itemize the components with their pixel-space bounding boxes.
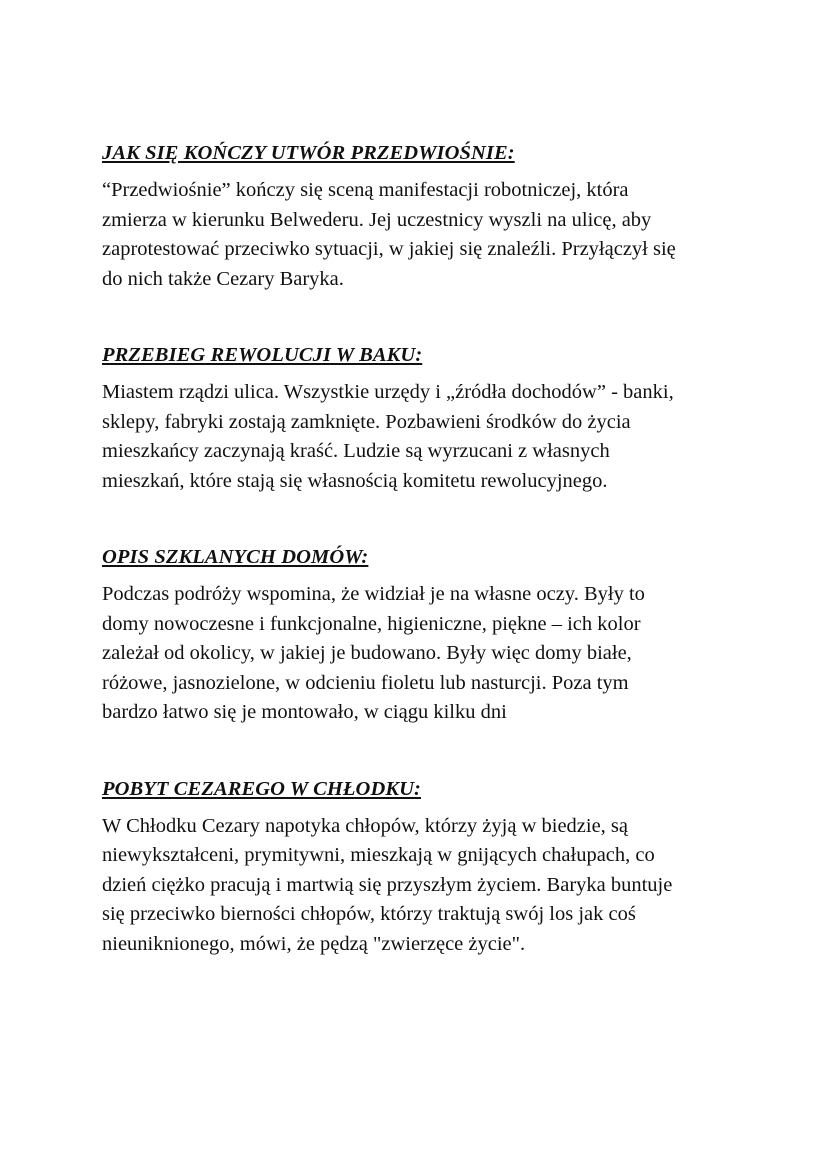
section-paragraph: “Przedwiośnie” kończy się sceną manifestacji robotniczej, która zmierza w kierunku Belwederu. Jej uczestnicy wyszli na ulicę, aby zaprotestować przeciwko sytuacji, w jakiej się znaleźli. Przyłączył się do nich także Cezary Baryka. — [102, 179, 676, 290]
section-paragraph: W Chłodku Cezary napotyka chłopów, którzy żyją w biedzie, są niewykształceni, prymitywni, mieszkają w gnijących chałupach, co dzień ciężko pracują i martwią się przyszłym życiem. Baryka buntuje się przeciwko bierności chłopów, którzy traktują swój los jak coś nieuniknionego, mówi, że pędzą "zwierzęce życie". — [102, 814, 673, 955]
section-chlodek — [102, 774, 742, 960]
section-glass-houses — [102, 542, 742, 728]
section-revolution-baku — [102, 340, 742, 496]
document-page — [102, 138, 742, 1005]
section-heading: OPIS SZKLANYCH DOMÓW: — [102, 546, 369, 568]
section-heading: POBYT CEZAREGO W CHŁODKU: — [102, 777, 421, 800]
section-heading: JAK SIĘ KOŃCZY UTWÓR PRZEDWIOŚNIE: — [102, 142, 515, 164]
section-paragraph: Podczas podróży wspomina, że widział je na własne oczy. Były to domy nowoczesne i funkcjonalne, higieniczne, piękne – ich kolor zależał od okolicy, w jakiej je budowano. Były więc domy białe, różowe, jasnozielone, w odcieniu fioletu lub nasturcji. Poza tym bardzo łatwo się je montowało, w ciągu kilku dni — [102, 583, 645, 723]
section-ending — [102, 138, 742, 294]
section-paragraph: Miastem rządzi ulica. Wszystkie urzędy i „źródła dochodów” - banki, sklepy, fabryki zostają zamknięte. Pozbawieni środków do życia mieszkańcy zaczynają kraść. Ludzie są wyrzucani z własnych mieszkań, które stają się własnością komitetu rewolucyjnego. — [102, 381, 674, 492]
section-heading: PRZEBIEG REWOLUCJI W BAKU: — [102, 344, 423, 366]
